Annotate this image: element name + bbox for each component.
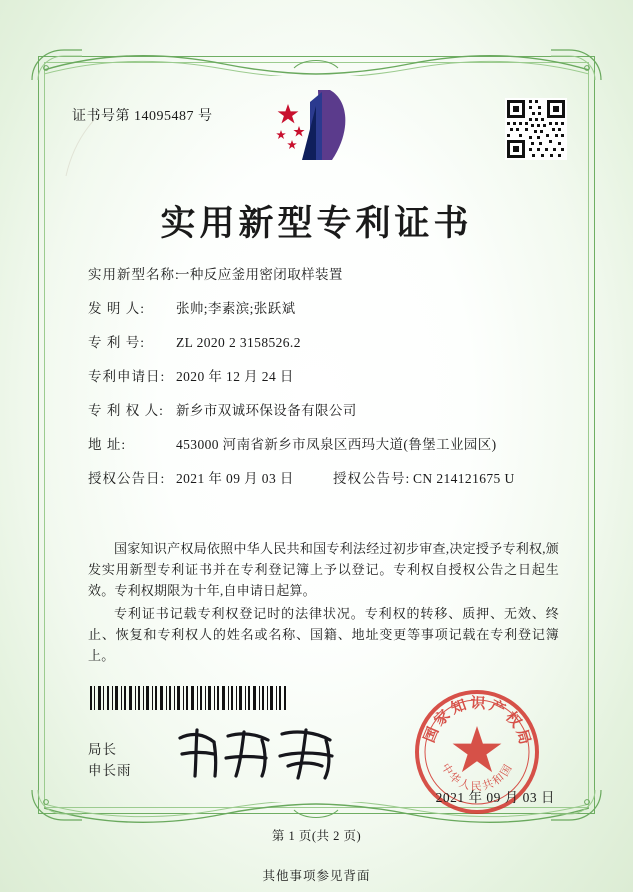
director-title: 局长	[88, 742, 117, 757]
scan-smudge	[60, 118, 100, 178]
field-address	[88, 438, 563, 452]
label-inventor: 发 明 人:	[88, 301, 146, 316]
footer-note: 其他事项参见背面	[262, 869, 371, 883]
value-application-date: 2020 年 12 月 24 日	[176, 369, 294, 384]
value-inventor: 张帅;李素滨;张跃斌	[176, 301, 296, 316]
field-patentee	[88, 404, 563, 418]
value-patentee: 新乡市双诚环保设备有限公司	[176, 403, 357, 418]
field-utility-model-name	[88, 268, 563, 282]
label-patentee: 专 利 权 人:	[88, 403, 164, 418]
value-utility-model-name: 一种反应釜用密闭取样装置	[176, 267, 343, 282]
value-grant-number: CN 214121675 U	[413, 471, 515, 486]
cnipa-logo-icon	[272, 86, 364, 168]
value-address: 453000 河南省新乡市凤泉区西玛大道(鲁堡工业园区)	[176, 437, 497, 452]
field-application-date	[88, 370, 563, 384]
field-patent-number	[88, 336, 563, 350]
field-inventor	[88, 302, 563, 316]
top-ornament	[44, 50, 589, 76]
field-grant-number	[333, 472, 515, 486]
director-name: 申长雨	[88, 762, 132, 778]
handwritten-signature	[170, 722, 350, 784]
label-patent-number: 专 利 号:	[88, 335, 146, 350]
value-patent-number: ZL 2020 2 3158526.2	[176, 335, 301, 350]
legal-text-block	[88, 538, 559, 668]
issue-date: 2021 年 09 月 03 日	[435, 790, 555, 805]
qr-code-icon	[505, 98, 567, 160]
legal-paragraph-1: 国家知识产权局依照中华人民共和国专利法经过初步审查,决定授予专利权,颁发实用新型专利证书并在专利登记簿上予以登记。专利权自授权公告之日起生效。专利权期限为十年,自申请日起算。	[88, 541, 559, 599]
label-grant-number: 授权公告号:	[333, 471, 411, 486]
value-grant-date: 2021 年 09 月 03 日	[176, 471, 294, 486]
legal-paragraph-2: 专利证书记载专利权登记时的法律状况。专利权的转移、质押、无效、终止、恢复和专利权人的姓名或名称、国籍、地址变更等事项记载在专利登记簿上。	[88, 606, 559, 664]
svg-text:国家知识产权局: 国家知识产权局	[419, 693, 536, 750]
page-number: 第 1 页(共 2 页)	[271, 829, 362, 843]
director-block	[88, 740, 132, 782]
svg-text:中华人民共和国: 中华人民共和国	[438, 760, 516, 794]
fields-block	[88, 268, 563, 506]
barcode-icon	[90, 686, 286, 710]
label-application-date: 专利申请日:	[88, 369, 166, 384]
field-grant-row	[88, 472, 563, 486]
page-title: 实用新型专利证书	[160, 203, 473, 244]
field-grant-date	[88, 472, 333, 486]
label-address: 地 址:	[88, 437, 127, 452]
certificate-number: 证书号第 14095487 号	[72, 109, 213, 124]
label-grant-date: 授权公告日:	[88, 471, 166, 486]
label-utility-model-name: 实用新型名称:	[88, 267, 180, 282]
